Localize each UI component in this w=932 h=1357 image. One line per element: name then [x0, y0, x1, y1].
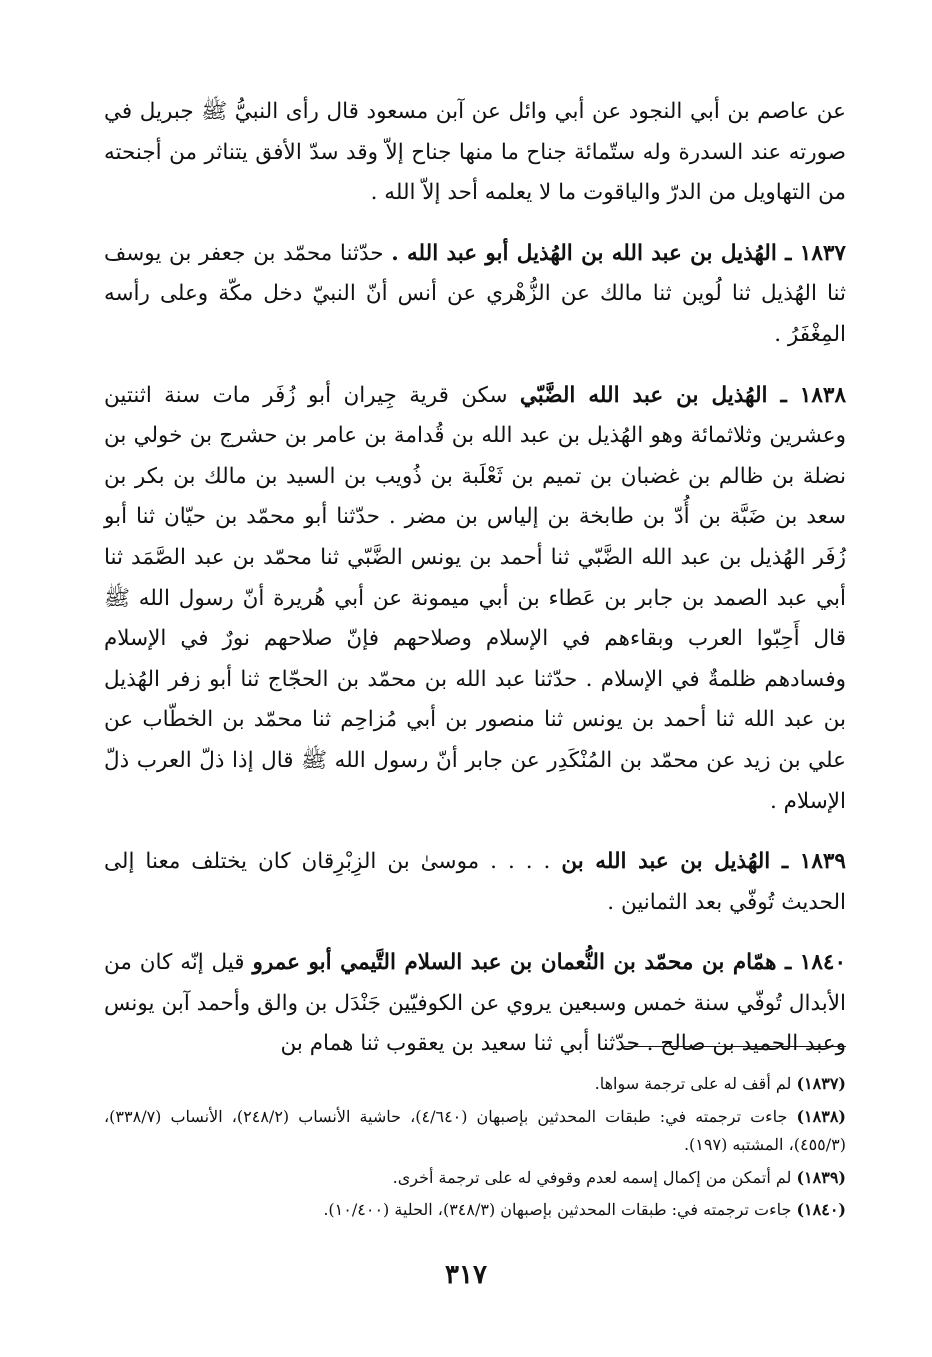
entry-number: ١٨٣٩ — [799, 849, 846, 875]
footnote-divider — [624, 1046, 846, 1047]
entry-text: عن عاصم بن أبي النجود عن أبي وائل عن آبن مسعود قال رأى النبيُّ ﷺ جبريل في صورته عند السدرة وله ستّمائة جناح ما منها جناح إلاّ وقد سدّ الأفق يتناثر من أجنحته من التهاويل من الدرّ والياقوت ما لا يعلمه أحد إلاّ الله . — [104, 99, 846, 206]
entry-1838 — [104, 376, 846, 823]
entry-paragraph — [104, 842, 846, 923]
entry-paragraph — [104, 92, 846, 214]
entry-heading: همّام بن محمّد بن النُّعمان بن عبد السلام التَّيمي أبو عمرو — [252, 950, 777, 976]
main-text — [104, 92, 846, 1085]
footnote-text: لم أتمكن من إكمال إسمه لعدم وقوفي له على ترجمة أخرى. — [392, 1167, 797, 1187]
footnotes — [104, 1070, 846, 1229]
entry-sep: ـ — [767, 382, 800, 408]
entry-text: سكن قرية جِيران أبو زُفَر مات سنة اثنتين وعشرين وثلاثمائة وهو الهُذيل بن عبد الله بن قُدامة بن عامر بن حشرج بن خولي بن نضلة بن ظالم بن غضبان بن تميم بن ثَعْلَبة بن ذُويب بن السيد بن مالك بن بكر بن سعد بن ضَبَّة بن أُدّ بن طابخة بن إلياس بن مضر . حدّثنا أبو محمّد بن حيّان ثنا أبو زُفَر الهُذيل بن عبد الله الضَّبّي ثنا أحمد بن يونس الضَّبّي ثنا محمّد بن عبد الصَّمَد ثنا أبي عبد الصمد بن جابر بن عَطاء بن أبي ميمونة عن أبي هُريرة أنّ رسول الله ﷺ قال أَحِبّوا العرب وبقاءهم في الإسلام وصلاحهم فإنّ صلاحهم نورٌ في الإسلام وفسادهم ظلمةٌ في الإسلام . حدّثنا عبد الله بن محمّد بن الحجّاج ثنا أبو زفر الهُذيل بن عبد الله ثنا أحمد بن يونس ثنا منصور بن أبي مُزاحِم ثنا محمّد بن الخطّاب عن علي بن زيد عن محمّد بن المُنْكَدِر عن جابر أنّ رسول الله ﷺ قال إذا ذلّ العرب ذلّ الإسلام . — [104, 382, 846, 814]
footnote — [104, 1103, 846, 1160]
entry-text: حدّثنا محمّد بن جعفر بن يوسف ثنا الهُذيل ثنا لُوين ثنا مالك عن الزُّهْري عن أنس أنّ النبيّ دخل مكّة وعلى رأسه المِغْفَرُ . — [104, 240, 846, 347]
entry-1839 — [104, 842, 846, 923]
entry-text: . . . . موسىٰ بن الزِبْرِقان كان يختلف معنا إلى الحديث تُوفّي بعد الثمانين . — [104, 849, 846, 915]
footnote — [104, 1196, 846, 1225]
entry-paragraph — [104, 234, 846, 356]
entry-number: ١٨٣٨ — [799, 382, 846, 408]
page-number: ٣١٧ — [445, 1260, 487, 1290]
entry-text: قيل إنّه كان من الأبدال تُوفّي سنة خمس وسبعين يروي عن الكوفيّين جَنْدَل بن والق وأحمد آبن يونس وعبد الحميد بن صالح . حدّثنا أبي ثنا سعيد بن يعقوب ثنا همام بن — [104, 950, 846, 1057]
entry-number: ١٨٣٧ — [799, 240, 846, 266]
footnote-number: (١٨٣٧) — [796, 1074, 846, 1093]
entry-continuation — [104, 92, 846, 214]
footnote-number: (١٨٣٨) — [796, 1106, 846, 1126]
entry-heading: الهُذيل بن عبد الله بن الهُذيل أبو عبد الله . — [391, 240, 777, 266]
entry-1837 — [104, 234, 846, 356]
entry-sep: ـ — [776, 950, 800, 976]
entry-heading: الهُذيل بن عبد الله الضَّبّي — [519, 382, 768, 408]
entry-sep: ـ — [776, 240, 800, 266]
entry-sep: ـ — [770, 849, 800, 875]
entry-paragraph — [104, 376, 846, 823]
footnote-text: جاءت ترجمته في: طبقات المحدثين بإصبهان (٣٤٨/٣)، الحلية (١٠/٤٠٠). — [323, 1200, 797, 1219]
entry-heading: الهُذيل بن عبد الله بن — [561, 849, 771, 875]
footnote-text: لم أقف له على ترجمة سواها. — [594, 1074, 797, 1093]
footnote-number: (١٨٣٩) — [796, 1167, 846, 1187]
footnote-text: جاءت ترجمته في: طبقات المحدثين بإصبهان (٤/٦٤٠)، حاشية الأنساب (٢٤٨/٢)، الأنساب (٣٣٨/٧)، (٤٥٥/٣)، المشتبه (١٩٧). — [104, 1106, 846, 1154]
footnote-number: (١٨٤٠) — [796, 1200, 846, 1219]
footnote — [104, 1164, 846, 1193]
footnote — [104, 1070, 846, 1099]
entry-number: ١٨٤٠ — [799, 950, 846, 976]
